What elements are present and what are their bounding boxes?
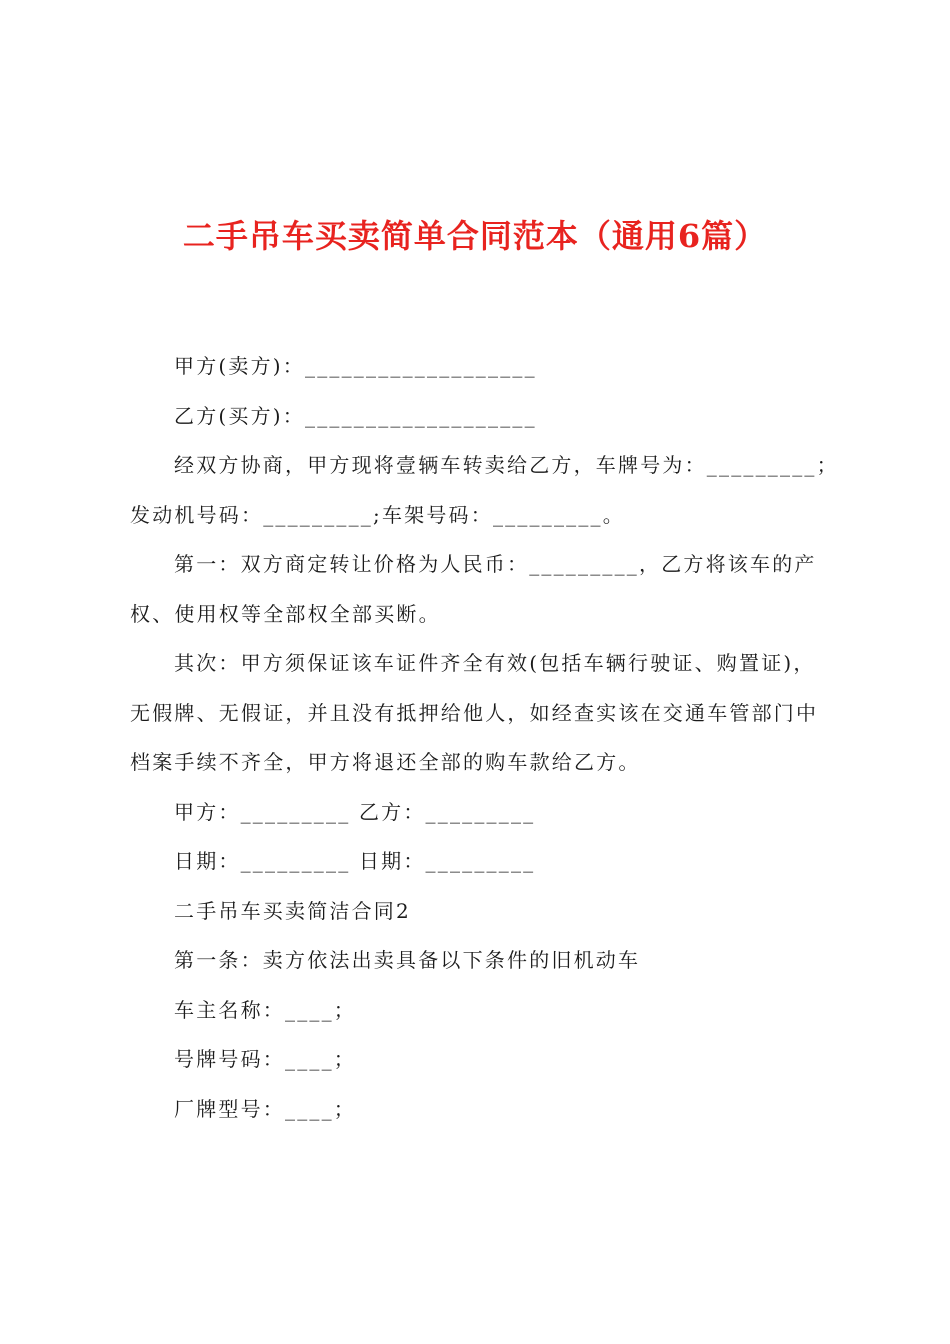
text-line-clause-second-cont1: 无假牌、无假证，并且没有抵押给他人，如经查实该在交通车管部门中 xyxy=(130,700,819,725)
text-line-owner-name: 车主名称：____； xyxy=(174,997,356,1022)
text-line-clause-first-cont: 权、使用权等全部权全部买断。 xyxy=(130,601,441,626)
text-line-clause-second: 其次：甲方须保证该车证件齐全有效(包括车辆行驶证、购置证)， xyxy=(174,651,816,675)
text-line-buyer: 乙方(买方)：___________________ xyxy=(174,403,537,428)
document-body xyxy=(130,342,839,1134)
text-line-dates: 日期：_________ 日期：_________ xyxy=(174,849,536,873)
text-line-engine-number: 发动机号码：_________;车架号码：_________。 xyxy=(130,502,625,527)
text-line-seller: 甲方(卖方)：___________________ xyxy=(174,354,537,378)
text-line-clause-first: 第一：双方商定转让价格为人民币：_________，乙方将该车的产 xyxy=(174,552,817,576)
text-line-clause-second-cont2: 档案手续不齐全，甲方将退还全部的购车款给乙方。 xyxy=(130,750,641,774)
text-line-article-1: 第一条：卖方依法出卖具备以下条件的旧机动车 xyxy=(174,948,641,972)
text-line-plate-number: 号牌号码：____； xyxy=(174,1047,356,1071)
text-line-model: 厂牌型号：____； xyxy=(174,1096,356,1121)
text-line-agreement: 经双方协商，甲方现将壹辆车转卖给乙方，车牌号为：_________； xyxy=(174,453,839,477)
section-heading-contract-2: 二手吊车买卖简洁合同2 xyxy=(174,898,411,923)
document-title: 二手吊车买卖简单合同范本（通用6篇） xyxy=(182,217,768,255)
text-line-signatures: 甲方：_________ 乙方：_________ xyxy=(174,799,536,824)
